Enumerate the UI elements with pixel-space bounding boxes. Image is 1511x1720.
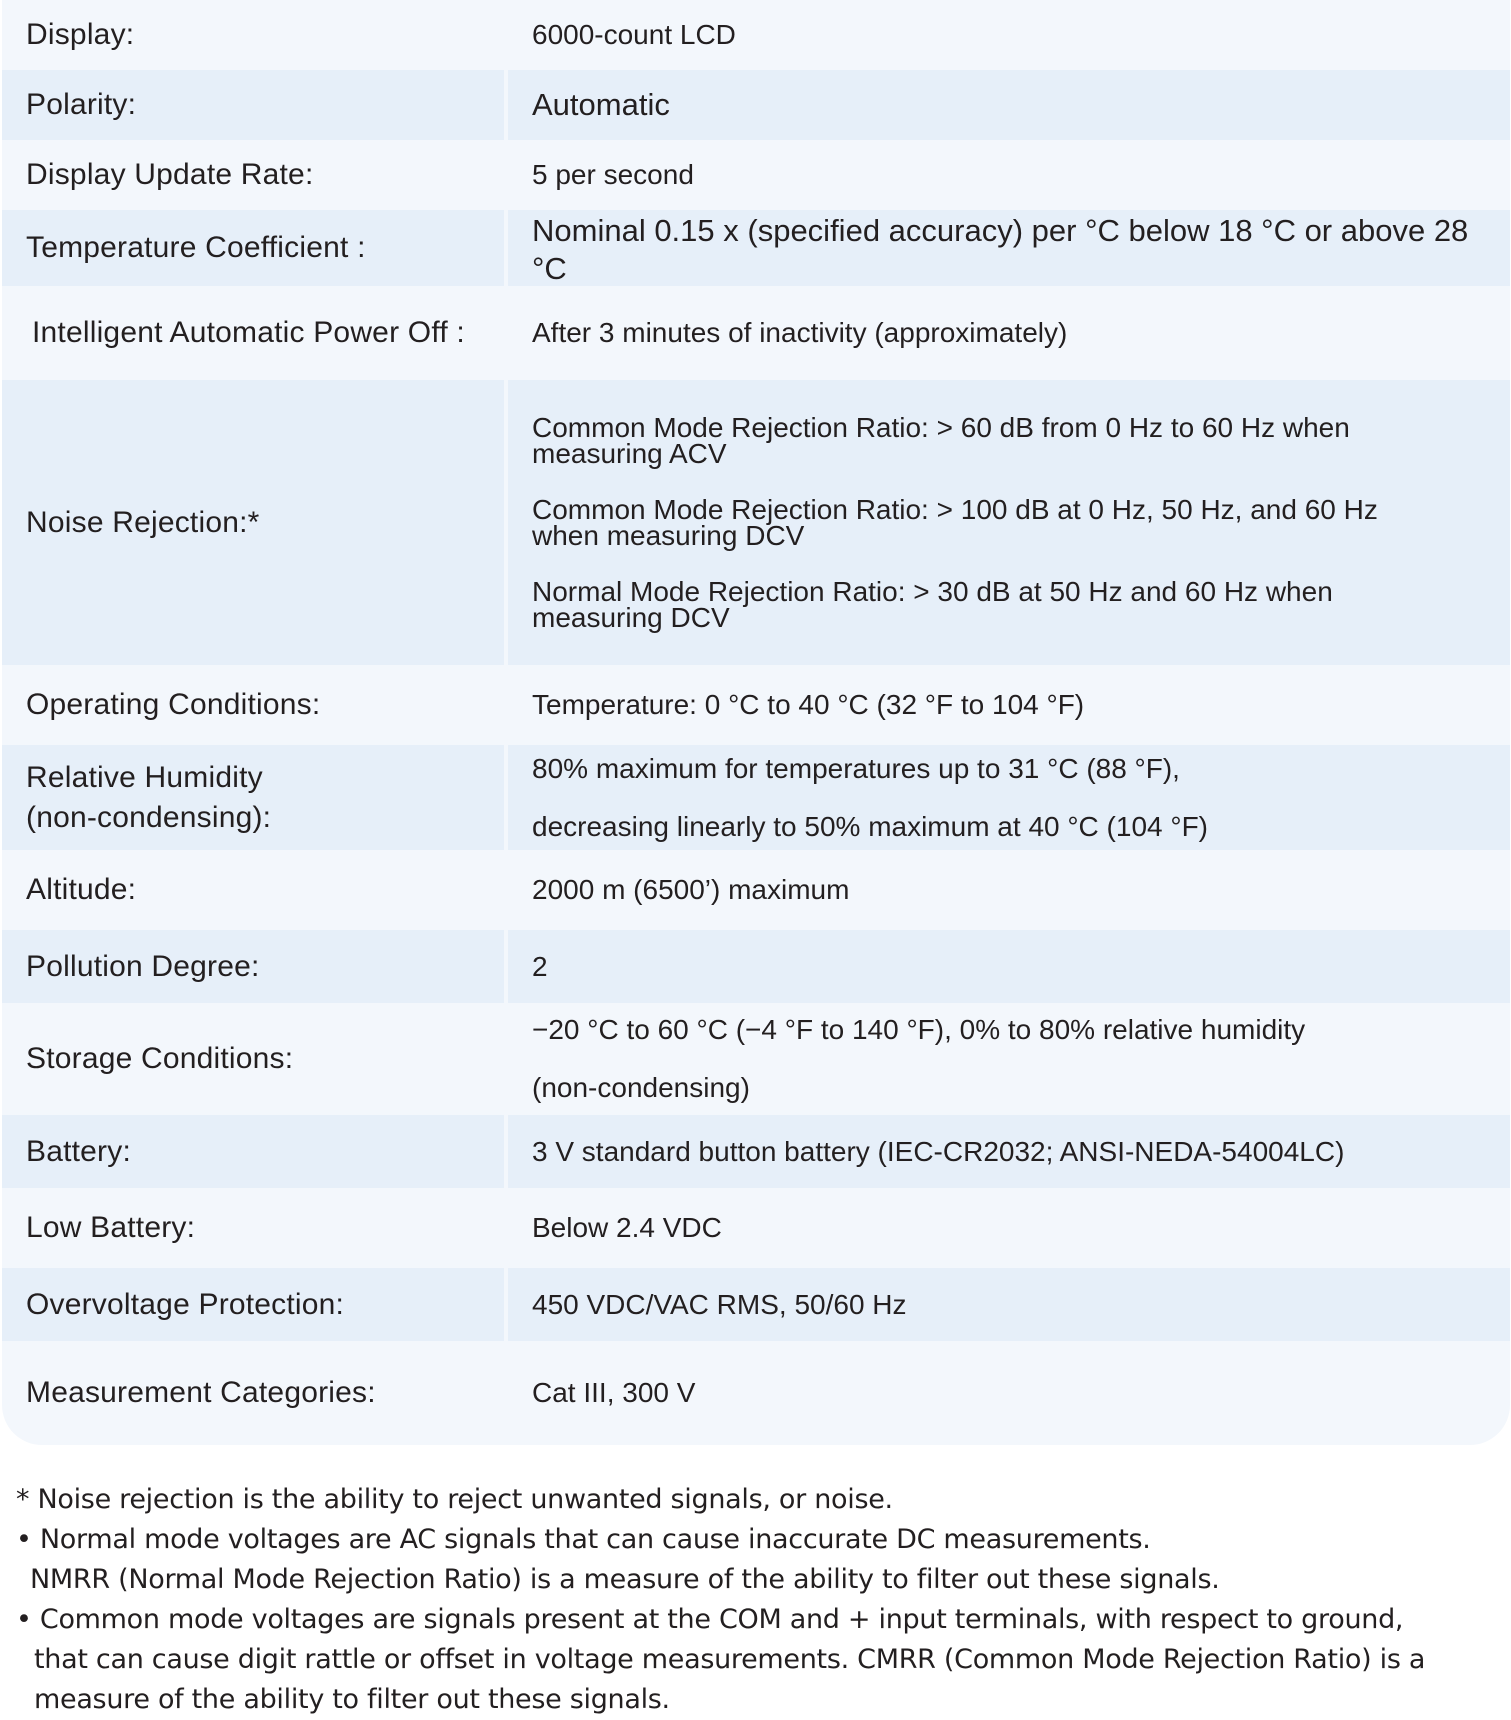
spec-row-display [2, 0, 1510, 70]
spec-label: Measurement Categories: [26, 1376, 376, 1409]
noise-rejection-item [532, 575, 1510, 633]
spec-row-storage-conditions [2, 1003, 1510, 1115]
spec-row-noise-rejection [2, 380, 1510, 665]
spec-label: Storage Conditions: [26, 1042, 294, 1075]
spec-value: Temperature: 0 °C to 40 °C (32 °F to 104 °F) [532, 689, 1085, 720]
footnote-continuation: measure of the ability to filter out these signals. [34, 1684, 670, 1715]
spec-value-line: decreasing linearly to 50% maximum at 40 °C (104 °F) [532, 810, 1209, 842]
spec-label: Battery: [2, 1115, 504, 1188]
noise-rejection-line: Common Mode Rejection Ratio: > 60 dB from 0 Hz to 60 Hz when [532, 411, 1350, 443]
spec-label: Display: [26, 18, 135, 51]
spec-row-measurement-categories [2, 1341, 1510, 1445]
spec-value: Below 2.4 VDC [532, 1212, 722, 1243]
spec-label: Noise Rejection:* [2, 380, 504, 665]
spec-label: Altitude: [26, 873, 137, 906]
footnote-continuation: NMRR (Normal Mode Rejection Ratio) is a measure of the ability to filter out these signals. [30, 1564, 1220, 1595]
noise-rejection-line: Normal Mode Rejection Ratio: > 30 dB at 50 Hz and 60 Hz when [532, 575, 1333, 607]
spec-row-operating-conditions [2, 665, 1510, 745]
noise-rejection-line: measuring ACV [532, 437, 727, 469]
spec-value: 5 per second [532, 159, 694, 190]
spec-value: Automatic [508, 70, 1510, 140]
spec-label: Intelligent Automatic Power Off : [32, 316, 465, 349]
spec-row-auto-power-off [2, 286, 1510, 380]
spec-label: Overvoltage Protection: [2, 1268, 504, 1341]
spec-value: 3 V standard button battery (IEC-CR2032; ANSI-NEDA-54004LC) [508, 1115, 1510, 1188]
noise-rejection-line: when measuring DCV [532, 519, 805, 551]
spec-row-low-battery [2, 1188, 1510, 1268]
footnote-continuation: that can cause digit rattle or offset in voltage measurements. CMRR (Common Mode Rejection Ratio) is a [34, 1644, 1426, 1675]
spec-row-pollution-degree [2, 930, 1510, 1003]
spec-value-line: 80% maximum for temperatures up to 31 °C (88 °F), [532, 752, 1180, 784]
spec-value: Nominal 0.15 x (specified accuracy) per °C below 18 °C or above 28 °C [508, 210, 1510, 286]
spec-value-group [508, 380, 1510, 665]
spec-value: 2 [508, 930, 1510, 1003]
noise-rejection-line: Common Mode Rejection Ratio: > 100 dB at 0 Hz, 50 Hz, and 60 Hz [532, 493, 1378, 525]
spec-label-group [2, 745, 504, 850]
spec-row-altitude [2, 850, 1510, 930]
footnote-asterisk: * Noise rejection is the ability to reject unwanted signals, or noise. [16, 1484, 893, 1515]
footnote-bullet: • Common mode voltages are signals present at the COM and + input terminals, with respect to ground, [16, 1604, 1404, 1635]
spec-label-line: Relative Humidity [26, 760, 263, 794]
noise-rejection-item [532, 411, 1510, 469]
spec-value: 6000-count LCD [532, 19, 736, 50]
spec-row-polarity [2, 70, 1510, 140]
spec-value-line: −20 °C to 60 °C (−4 °F to 140 °F), 0% to 80% relative humidity [532, 1014, 1306, 1045]
spec-label: Operating Conditions: [26, 688, 321, 721]
spec-value: Cat III, 300 V [532, 1377, 696, 1408]
noise-rejection-line: measuring DCV [532, 601, 730, 633]
spec-row-display-update-rate [2, 140, 1510, 210]
spec-value: After 3 minutes of inactivity (approximately) [532, 317, 1068, 348]
spec-label: Pollution Degree: [2, 930, 504, 1003]
spec-value: 2000 m (6500’) maximum [532, 874, 850, 905]
spec-row-temperature-coefficient [2, 210, 1510, 286]
spec-row-relative-humidity [2, 745, 1510, 850]
spec-value-group [508, 1003, 1510, 1115]
specifications-table [2, 0, 1510, 1445]
spec-label: Temperature Coefficient : [2, 210, 504, 286]
spec-label-line: (non-condensing): [26, 800, 272, 834]
spec-label: Polarity: [2, 70, 504, 140]
footnotes [16, 1480, 1506, 1720]
spec-label: Low Battery: [26, 1211, 196, 1244]
spec-value: 450 VDC/VAC RMS, 50/60 Hz [508, 1268, 1510, 1341]
spec-value-group [508, 745, 1510, 850]
noise-rejection-item [532, 493, 1510, 551]
spec-value-line: (non-condensing) [532, 1072, 750, 1103]
footnote-bullet: • Normal mode voltages are AC signals that can cause inaccurate DC measurements. [16, 1524, 1151, 1555]
spec-label: Display Update Rate: [26, 158, 314, 191]
spec-row-overvoltage-protection [2, 1268, 1510, 1341]
spec-row-battery [2, 1115, 1510, 1188]
